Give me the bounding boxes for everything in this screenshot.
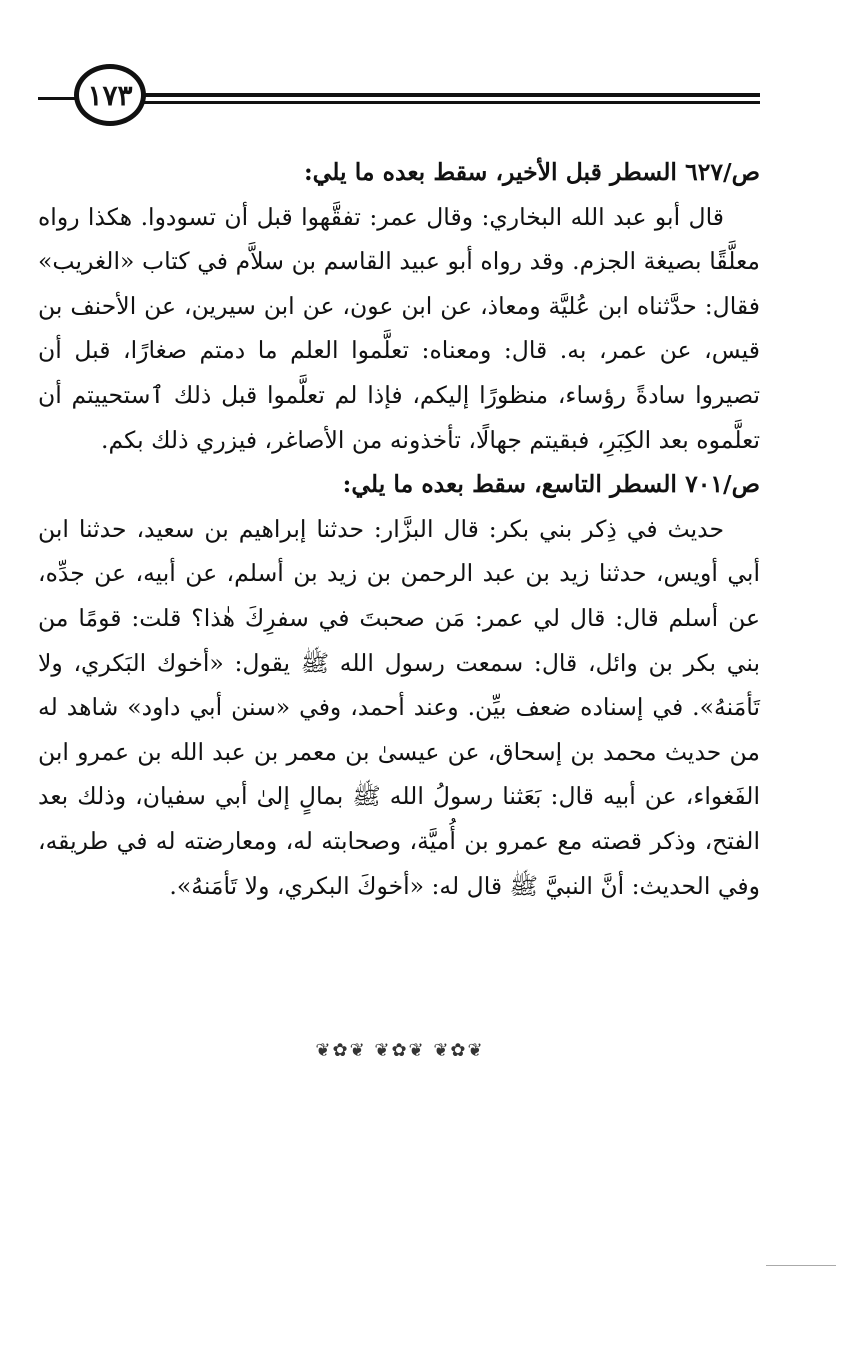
header-rule-top — [112, 93, 760, 97]
page-body — [38, 150, 760, 908]
scan-mark — [766, 1265, 836, 1266]
header-rule-bottom — [112, 101, 760, 104]
section-heading: ص/٦٢٧ السطر قبل الأخير، سقط بعده ما يلي: — [303, 158, 760, 186]
section-heading: ص/٧٠١ السطر التاسع، سقط بعده ما يلي: — [342, 470, 760, 499]
page-number: ١٧٣ — [87, 78, 133, 112]
section-paragraph: قال أبو عبد الله البخاري: وقال عمر: تفقَّهوا قبل أن تسودوا. هكذا رواه معلَّقًا بصيغة الجزم. وقد رواه أبو عبيد القاسم بن سلاَّم في كتاب «الغريب» فقال: حدَّثناه ابن عُليَّة ومعاذ، عن ابن عون، عن ابن سيرين، عن الأحنف بن قيس، عن عمر، به. قال: ومعناه: تعلَّموا العلم ما دمتم صغارًا، قبل أن تصيروا سادةً رؤساء، منظورًا إليكم، فإذا لم تعلَّموا قبل ذلك ٱستحييتم أن تعلَّموه بعد الكِبَرِ، فبقيتم جهالًا، تأخذونه من الأصاغر، فيزري ذلك بكم. — [38, 202, 760, 454]
page-number-badge — [74, 64, 146, 126]
section-paragraph: حديث في ذِكر بني بكر: قال البزَّار: حدثنا إبراهيم بن سعيد، حدثنا ابن أبي أويس، حدثنا زيد بن عبد الرحمن بن زيد بن أسلم، عن أبيه، عن جدِّه، عن أسلم قال: قال لي عمر: مَن صحبتَ في سفرِكَ هٰذا؟ قلت: قومًا من بني بكر بن وائل، قال: سمعت رسول الله ﷺ يقول: «أخوك البَكري، ولا تَأمَنهُ». في إسناده ضعف بيِّن. وعند أحمد، وفي «سنن أبي داود» شاهد له من حديث محمد بن إسحاق، عن عيسىٰ بن معمر بن عبد الله بن عمرو ابن الفَغواء، عن أبيه قال: بَعَثنا رسولُ الله ﷺ بمالٍ إلىٰ أبي سفيان، وذلك بعد الفتح، وذكر قصته مع عمرو بن أُميَّة، وصحابته له، ومعارضته له في طريقه، وفي الحديث: أنَّ النبيَّ ﷺ قال له: «أخوكَ البكري، ولا تَأمَنهُ». — [38, 514, 760, 900]
page-header — [0, 0, 856, 160]
end-ornament: ❦✿❦ ❦✿❦ ❦✿❦ — [315, 1040, 485, 1061]
